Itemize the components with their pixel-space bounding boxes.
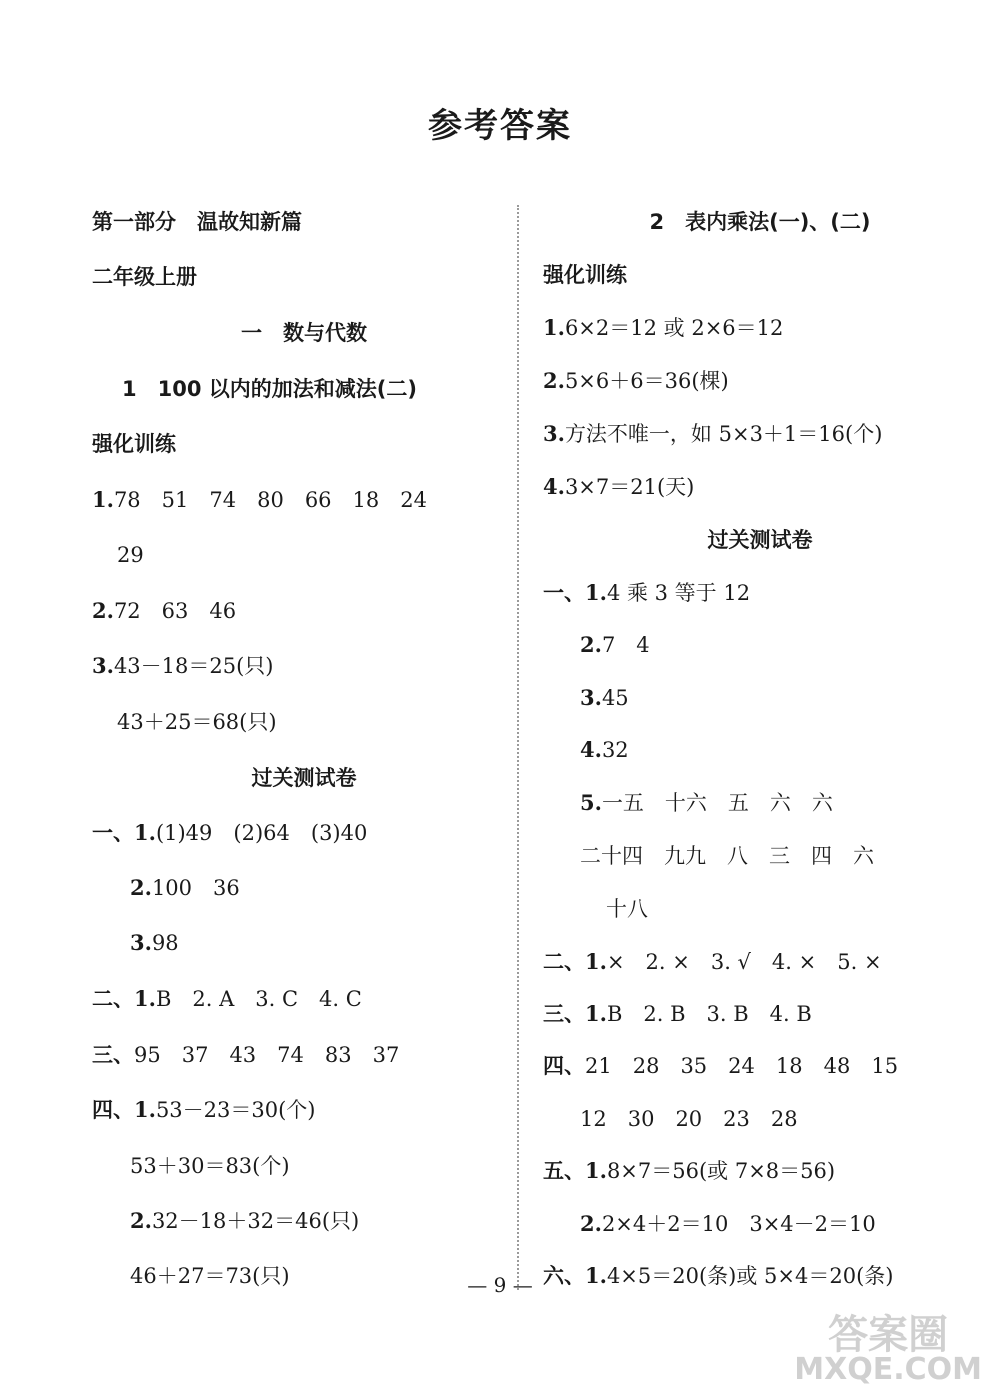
list-item: 2.100 36 (130, 875, 240, 900)
unit-heading: 一 数与代数 (241, 321, 367, 345)
list-item: 五、1.8×7＝56(或 7×8＝56) (543, 1158, 836, 1183)
list-item: 2.72 63 46 (92, 598, 237, 623)
section-heading-left: 1 100 以内的加法和减法(二) (122, 377, 417, 401)
list-item: 1.6×2＝12 或 2×6＝12 (543, 315, 784, 340)
list-item: 一、1.4 乘 3 等于 12 (543, 580, 751, 605)
list-item: 1.78 51 74 80 66 18 24 (92, 487, 427, 512)
list-item: 二、1.B 2. A 3. C 4. C (92, 986, 362, 1011)
list-item: 29 (117, 543, 144, 567)
test-heading-right: 过关测试卷 (707, 528, 813, 552)
watermark-url: MXQE.COM (794, 1352, 982, 1387)
drill-heading-left: 强化训练 (92, 432, 176, 456)
list-item: 三、95 37 43 74 83 37 (92, 1042, 400, 1067)
list-item: 43＋25＝68(只) (117, 710, 277, 734)
page-title: 参考答案 (428, 106, 572, 146)
list-item: 2.7 4 (580, 632, 650, 657)
list-item: 二、1.× 2. × 3. √ 4. × 5. × (543, 949, 882, 974)
column-divider (517, 205, 519, 1290)
list-item: 3.43－18＝25(只) (92, 653, 274, 678)
list-item: 2.5×6＋6＝36(棵) (543, 368, 729, 393)
list-item: 4.32 (580, 737, 629, 762)
test-heading-left: 过关测试卷 (251, 766, 357, 790)
list-item: 12 30 20 23 28 (580, 1107, 798, 1131)
list-item: 3.98 (130, 930, 179, 955)
list-item: 5.一五 十六 五 六 六 (580, 790, 833, 815)
page-number: — 9 — (467, 1273, 533, 1297)
list-item: 53＋30＝83(个) (130, 1154, 290, 1178)
list-item: 三、1.B 2. B 3. B 4. B (543, 1001, 812, 1026)
list-item: 二十四 九九 八 三 四 六 (580, 844, 874, 868)
watermark-logo (794, 1312, 982, 1387)
list-item: 十八 (606, 897, 648, 921)
list-item: 46＋27＝73(只) (130, 1264, 290, 1288)
drill-heading-right: 强化训练 (543, 263, 627, 287)
list-item: 3.方法不唯一，如 5×3＋1＝16(个) (543, 421, 883, 446)
section-heading-right: 2 表内乘法(一)、(二) (649, 210, 871, 234)
list-item: 六、1.4×5＝20(条)或 5×4＝20(条) (543, 1263, 894, 1288)
list-item: 4.3×7＝21(天) (543, 474, 695, 499)
list-item: 四、21 28 35 24 18 48 15 (543, 1053, 899, 1078)
list-item: 四、1.53－23＝30(个) (92, 1097, 316, 1122)
list-item: 2.2×4＋2＝10 3×4－2＝10 (580, 1211, 876, 1236)
list-item: 一、1.(1)49 (2)64 (3)40 (92, 820, 368, 845)
part-heading: 第一部分 温故知新篇 (92, 210, 302, 234)
list-item: 3.45 (580, 685, 629, 710)
list-item: 2.32－18＋32＝46(只) (130, 1208, 360, 1233)
grade-heading: 二年级上册 (92, 265, 197, 289)
watermark-text: 答案圈 (828, 1312, 949, 1358)
